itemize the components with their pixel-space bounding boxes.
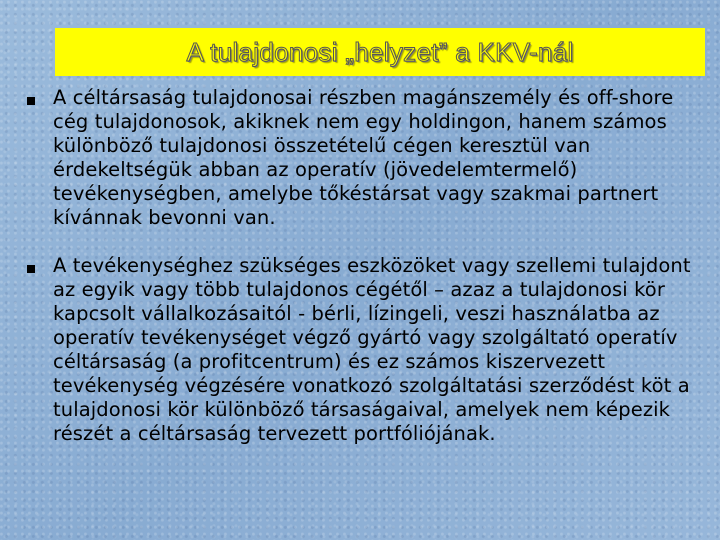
slide-title: A tulajdonosi „helyzet” a KKV-nál [186, 36, 574, 67]
bullet-list [22, 86, 702, 470]
square-bullet-icon [27, 97, 35, 105]
bullet-text: A tevékenységhez szükséges eszközöket vagy szellemi tulajdont az egyik vagy több tulajdonos cégétől – azaz a tulajdonosi kör kapcsolt vállalkozásaitól - bérli, lízingeli, veszi használatba az operatív tevékenységet végző gyártó vagy szolgáltató operatív céltársaság (a profitcentrum) és ez számos kiszervezett tevékenység végzésére vonatkozó szolgáltatási szerződést köt a tulajdonosi kör különböző társaságaival, amelyek nem képezik részét a céltársaság tervezett portfóliójának. [53, 254, 691, 445]
title-banner [55, 28, 705, 76]
bullet-item-ownership [22, 86, 702, 230]
square-bullet-icon [27, 265, 35, 273]
bullet-item-assets [22, 254, 702, 446]
bullet-text: A céltársaság tulajdonosai részben magánszemély és off-shore cég tulajdonosok, akiknek nem egy holdingon, hanem számos különböző tulajdonosi összetételű cégen keresztül van érdekeltségük abban az operatív (jövedelemtermelő) tevékenységben, amelybe tőkéstársat vagy szakmai partnert kívánnak bevonni van. [53, 86, 674, 229]
